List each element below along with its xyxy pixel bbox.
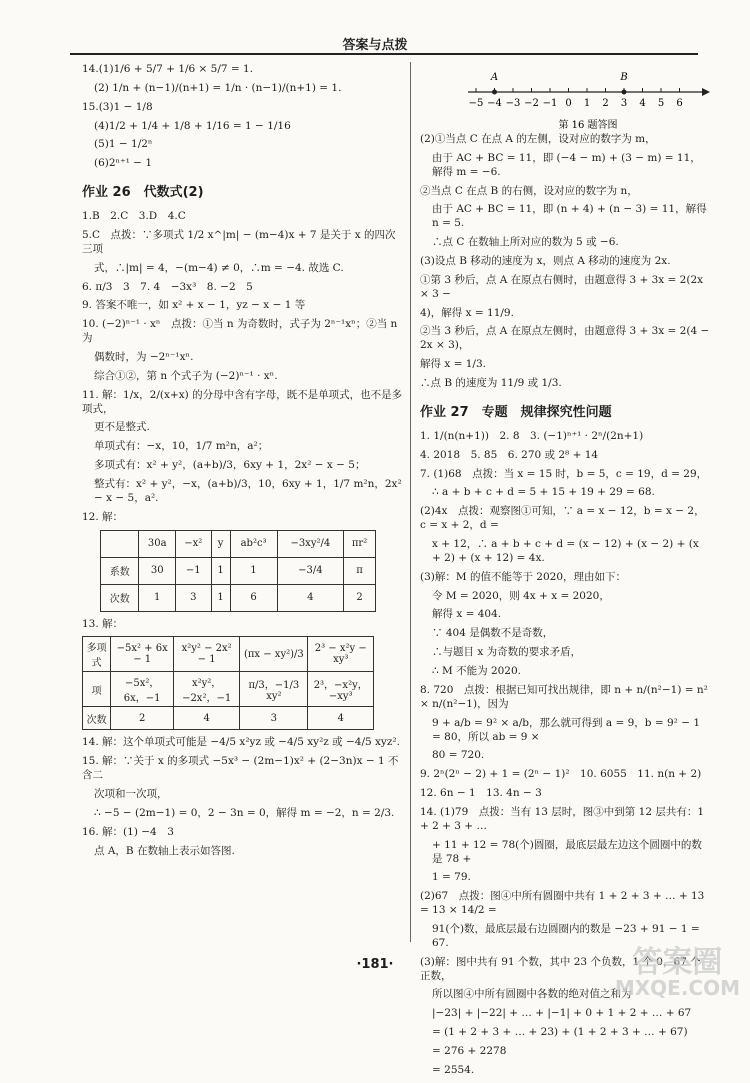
answer-line: 1. 1/(n(n+1)) 2. 8 3. (−1)ⁿ⁺¹ · 2ⁿ/(2n+1) [420, 429, 644, 442]
number-line-tick-label: 1 [583, 98, 591, 109]
answer-line: 1.B 2.C 3.D 4.C [82, 210, 186, 223]
answer-line: ①第 3 秒后，点 A 在原点右侧时，由题意得 3 + 3x = 2(2x × 3 − [420, 273, 704, 300]
table-cell: 3 [175, 584, 211, 611]
number-line-tick-label: −4 [487, 98, 502, 109]
answer-line: 偶数时，为 −2ⁿ⁻¹xⁿ. [94, 351, 194, 364]
answer-line: 所以图④中所有圆圈中各数的绝对值之和为 [432, 988, 632, 1001]
table-cell: 2³，−x²y，−xy³ [308, 672, 374, 707]
number-line-figure [420, 62, 710, 132]
table-row [83, 672, 374, 707]
answer-line: 解得 x = 1/3. [420, 358, 486, 371]
table-cell: 1 [211, 584, 230, 611]
table-header-cell: πr² [344, 530, 376, 557]
table-cell: −5x² + 6x − 1 [111, 637, 174, 672]
answer-line: 11. 解：1/x，2/(x+x) 的分母中含有字母，既不是单项式，也不是多项式， [82, 388, 403, 415]
answer-line: (3)解：图中共有 91 个数，其中 23 个负数，1 个 0，67 个正数， [420, 955, 701, 982]
answer-line: 10. (−2)ⁿ⁻¹ · xⁿ 点拨：①当 n 为奇数时，式子为 2ⁿ⁻¹xⁿ；②当 n 为 [82, 318, 398, 345]
answer-line: 14.(1)1/6 + 5/7 + 1/6 × 5/7 = 1. [82, 63, 254, 75]
answer-line: ②当点 C 在点 B 的右侧，设对应的数字为 n， [420, 184, 638, 197]
table-cell: 次数 [83, 707, 111, 730]
table-cell: −3/4 [277, 557, 344, 584]
table-cell: x²y²，−2x²，−1 [174, 672, 240, 707]
answer-line: 15. 解：∵关于 x 的多项式 −5x³ − (2m−1)x² + (2−3n)x − 1 不含二 [82, 755, 399, 782]
table-header-cell: y [211, 530, 230, 557]
answer-line: 15.(3)1 − 1/8 [82, 100, 153, 113]
answer-line: ∴ −5 − (2m−1) = 0，2 − 3n = 0，解得 m = −2，n = 2/3. [94, 806, 395, 819]
answer-line: 12. 6n − 1 13. 4n − 3 [420, 787, 542, 800]
number-line-tick-label: −2 [524, 98, 539, 109]
point-a-label: A [490, 72, 499, 83]
answer-line: 14. 解：这个单项式可能是 −4/5 x²yz 或 −4/5 xy²z 或 −4/5 xyz². [82, 736, 400, 749]
answer-line: 91(个)数，最底层最右边圆圈内的数是 −23 + 91 − 1 = 67. [432, 922, 700, 949]
answer-line: (2)67 点拨：图④中所有圆圈中共有 1 + 2 + 3 + … + 13 = 13 × 14/2 = [420, 890, 705, 917]
header-rule [70, 53, 698, 55]
answer-line: 9 + a/b = 9² × a/b，那么就可得到 a = 9，b = 9² − 1 = 80，所以 ab = 9 × [432, 716, 701, 743]
column-divider [410, 62, 411, 942]
number-line-tick-label: 4 [639, 98, 646, 109]
left-column [82, 62, 404, 864]
answer-line: 单项式有：−x，10，1/7 m²n，a²； [94, 440, 269, 453]
table-cell: (πx − xy²)/3 [240, 637, 308, 672]
answer-line: 4. 2018 5. 85 6. 270 或 2⁸ + 14 [420, 448, 599, 461]
table-cell: 30 [139, 557, 176, 584]
answer-line: ∴ M 不能为 2020. [432, 665, 522, 678]
number-line-tick-label: 5 [657, 98, 665, 109]
table-cell: 2 [111, 707, 174, 730]
answer-line: ∴与题目 x 为奇数的要求矛盾， [432, 646, 582, 659]
answer-line: = (1 + 2 + 3 + … + 23) + (1 + 2 + 3 + … + 67) [432, 1026, 688, 1039]
answer-line: 7. (1)68 点拨：当 x = 15 时，b = 5，c = 19，d = 29， [420, 467, 708, 480]
table-row [83, 707, 374, 730]
left-answers-bottom [82, 736, 404, 858]
watermark-line2: MXQE.COM [614, 976, 740, 1000]
table-header-cell: −x² [175, 530, 211, 557]
table-row [101, 584, 376, 611]
table-cell: 多项式 [83, 637, 111, 672]
answer-line: 整式有：x² + y²，−x，(a+b)/3，10，6xy + 1，1/7 m²n，2x² − x − 5，a². [94, 478, 402, 504]
answer-line: 由于 AC + BC = 11，即 (−4 − m) + (3 − m) = 11，解得 m = −6. [432, 151, 701, 178]
watermark-line1: 答案圈 [632, 945, 723, 980]
answer-line: 14. (1)79 点拨：当有 13 层时，图③中到第 12 层共有：1 + 2 + 3 + … [420, 805, 705, 832]
answer-table-12 [100, 530, 376, 612]
answer-line: 次项和一次项， [94, 788, 168, 801]
answer-line: 1 = 79. [432, 871, 471, 884]
right-column [420, 62, 710, 1083]
table-row [101, 557, 376, 584]
answer-line: 4)，解得 x = 11/9. [420, 306, 514, 319]
answer-line: 式，∴|m| = 4，−(m−4) ≠ 0，∴m = −4. 故选 C. [94, 261, 344, 274]
table-header-cell: ab²c³ [230, 530, 277, 557]
table-cell: 2 [344, 584, 376, 611]
answer-line: 更不是整式. [94, 421, 150, 434]
answer-line: 点 A，B 在数轴上表示如答图. [94, 844, 235, 857]
table-cell: 1 [211, 557, 230, 584]
point-b-marker [622, 90, 627, 95]
answer-line: 8. 720 点拨：根据已知可找出规律，即 n + n/(n²−1) = n² × n/(n²−1)，因为 [420, 683, 708, 710]
answer-line: 80 = 720. [432, 749, 485, 762]
section-heading-26: 作业 26 代数式(2) [82, 185, 204, 201]
answer-line: (2)①当点 C 在点 A 的左侧，设对应的数字为 m， [420, 133, 656, 145]
number-line-caption: 第 16 题答图 [558, 120, 618, 131]
right-answers-16 [420, 133, 710, 391]
table-cell: 1 [230, 557, 277, 584]
answer-line: |−23| + |−22| + … + |−1| + 0 + 1 + 2 + … + 67 [432, 1007, 692, 1020]
table-cell: 6 [230, 584, 277, 611]
answer-line: ∴ a + b + c + d = 5 + 15 + 19 + 29 = 68. [432, 486, 655, 499]
answer-line: (3)设点 B 移动的速度为 x，则点 A 移动的速度为 2x. [420, 255, 671, 268]
table-cell: π [344, 557, 376, 584]
answer-line: 16. 解：(1) −4 3 [82, 825, 174, 838]
answer-table-13 [82, 636, 374, 730]
number-line-tick-label: 2 [602, 98, 609, 109]
answer-line: ②当 3 秒后，点 A 在原点左侧时，由题意得 3 + 3x = 2(4 − 2x × 3)， [420, 325, 710, 352]
answer-line: (5)1 − 1/2ⁿ [94, 138, 153, 151]
answer-line: 由于 AC + BC = 11，即 (n + 4) + (n − 3) = 11，解得 n = 5. [432, 203, 707, 230]
table-cell: 项 [83, 672, 111, 707]
page-header [0, 0, 750, 54]
answer-line: ∴点 C 在数轴上所对应的数为 5 或 −6. [432, 236, 619, 249]
table-header-cell: 30a [139, 530, 176, 557]
answer-line: = 276 + 2278 [432, 1044, 507, 1057]
table-header-cell [101, 530, 139, 557]
answer-line: (4)1/2 + 1/4 + 1/8 + 1/16 = 1 − 1/16 [94, 119, 291, 132]
answer-line: 9. 2ⁿ(2ⁿ − 2) + 1 = (2ⁿ − 1)² 10. 6055 11. n(n + 2) [420, 768, 702, 781]
table-cell: 4 [174, 707, 240, 730]
left-answers-top [82, 63, 404, 171]
table-cell: x²y² − 2x² − 1 [174, 637, 240, 672]
table-cell: −5x²，6x，−1 [111, 672, 174, 707]
number-line-tick-label: 6 [676, 98, 683, 109]
number-line-tick-label: 0 [565, 98, 572, 109]
number-line-tick-label: 3 [620, 98, 628, 109]
header-title: 答案与点拨 [342, 38, 408, 53]
number-line-arrow [702, 88, 710, 96]
number-line-ticks [469, 88, 683, 109]
number-line-svg [420, 62, 710, 132]
answer-line: + 11 + 12 = 78(个)圆圈，最底层最左边这个圆圈中的数是 78 + [432, 838, 702, 865]
answer-line: (6)2ⁿ⁺¹ − 1 [94, 157, 153, 170]
table-row [83, 637, 374, 672]
answer-line: ∴点 B 的速度为 11/9 或 1/3. [420, 377, 562, 390]
answer-line: 12. 解： [82, 510, 124, 523]
table-cell: 4 [308, 707, 374, 730]
answer-line: (3)解：M 的值不能等于 2020，理由如下： [420, 570, 627, 583]
answer-line: (2)4x 点拨：观察图①可知，∵ a = x − 12，b = x − 2，c = x + 2，d = [420, 505, 705, 532]
table-cell: 2³ − x²y − xy³ [308, 637, 374, 672]
number-line-tick-label: −5 [468, 98, 484, 109]
answer-line: 6. π/3 3 7. 4 −3x³ 8. −2 5 [82, 280, 253, 293]
page-number: ·181· [356, 957, 394, 972]
answer-line: 9. 答案不唯一，如 x² + x − 1，yz − x − 1 等 [82, 299, 306, 312]
table-cell: 次数 [101, 584, 139, 611]
answer-line: 多项式有：x² + y²，(a+b)/3，6xy + 1，2x² − x − 5； [94, 459, 366, 472]
answer-line: (2) 1/n + (n−1)/(n+1) = 1/n · (n−1)/(n+1) = 1. [94, 81, 342, 94]
number-line-tick-label: −3 [505, 98, 521, 109]
table-cell: 4 [277, 584, 344, 611]
table-cell: 3 [240, 707, 308, 730]
point-b-label: B [620, 72, 628, 83]
number-line-tick-label: −1 [542, 98, 558, 109]
answer-line: x + 12，∴ a + b + c + d = (x − 12) + (x − 2) + (x + 2) + (x + 12) = 4x. [432, 538, 699, 564]
watermark-logo [614, 945, 740, 1000]
table-cell: π/3，−1/3 xy² [240, 672, 308, 707]
point-a-marker [492, 90, 497, 95]
table-header-cell: −3xy²/4 [277, 530, 344, 557]
table-cell: 1 [139, 584, 176, 611]
table-cell: −1 [175, 557, 211, 584]
answer-line: 5.C 点拨：∵多项式 1/2 x^|m| − (m−4)x + 7 是关于 x 的四次三项 [82, 229, 396, 255]
answer-line: 解得 x = 404. [432, 608, 502, 621]
section-heading-27: 作业 27 专题 规律探究性问题 [420, 404, 612, 420]
answer-line: 综合①②，第 n 个式子为 (−2)ⁿ⁻¹ · xⁿ. [94, 369, 278, 382]
table-cell: 系数 [101, 557, 139, 584]
answer-line: = 2554. [432, 1063, 475, 1076]
answer-13-label: 13. 解： [82, 617, 124, 630]
answer-line: ∵ 404 是偶数不是奇数， [432, 627, 554, 640]
answer-line: 令 M = 2020，则 4x + x = 2020， [432, 589, 610, 602]
left-answers-26 [82, 210, 404, 524]
